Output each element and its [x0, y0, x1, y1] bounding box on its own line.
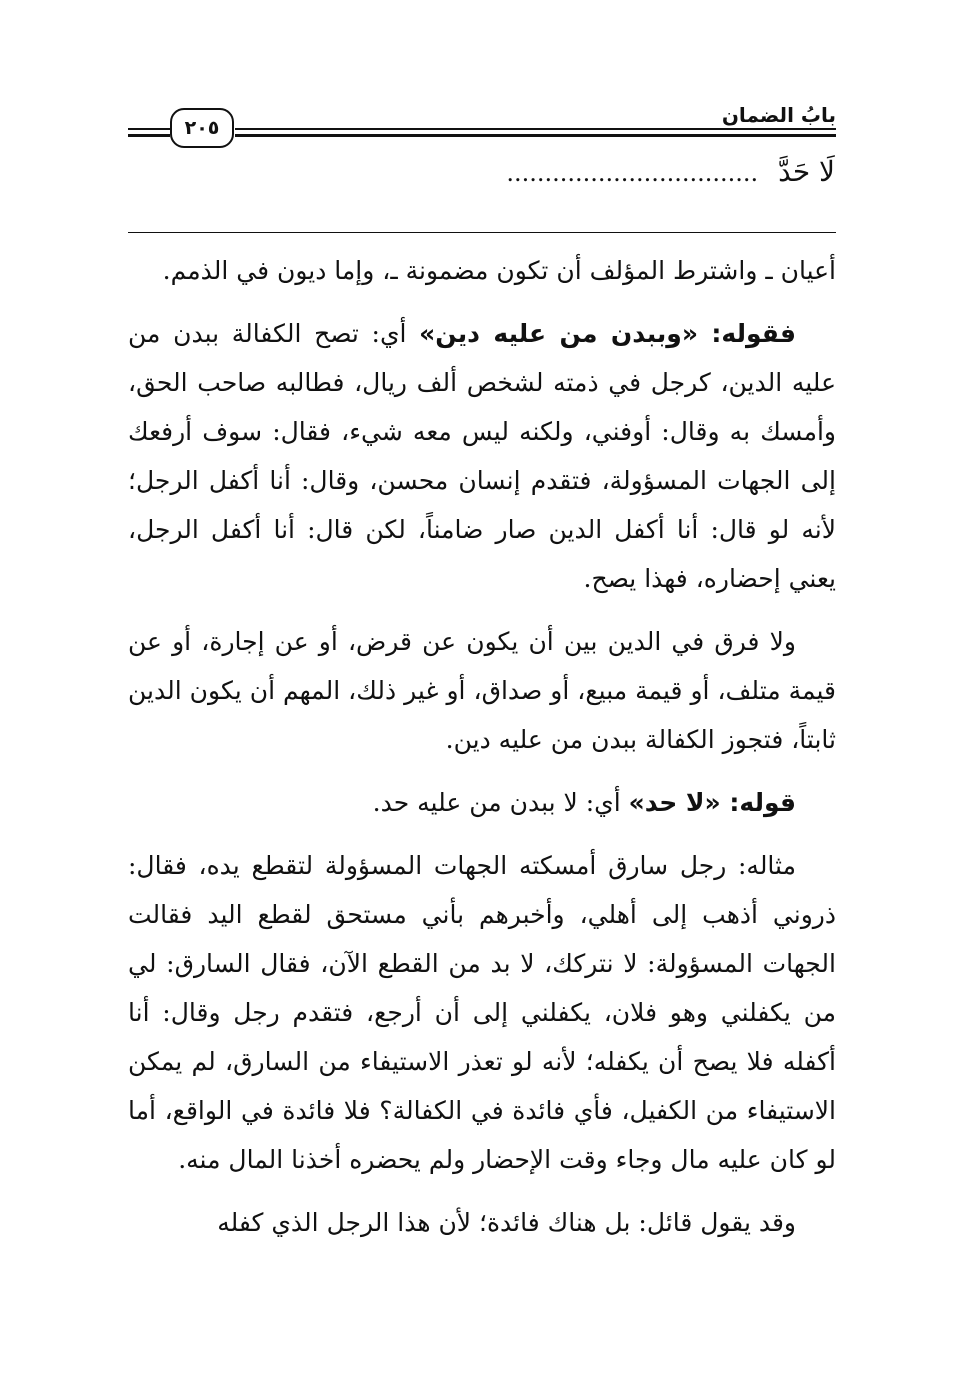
page-header — [128, 95, 836, 155]
paragraph-lead: فقوله: «وببدن من عليه دين» — [419, 319, 796, 348]
paragraph-text: أي: تصح الكفالة ببدن من عليه الدين، كرجل في ذمته لشخص ألف ريال، فطالبه صاحب الحق، وأمسك به وقال: أوفني، ولكنه ليس معه شيء، فقال: سوف أرفعك إلى الجهات المسؤولة، فتقدم إنسان محسن، وقال: أنا أكفل الرجل؛ لأنه لو قال: أنا أكفل الدين صار ضامناً، لكن قال: أنا أكفل الرجل، يعني إحضاره، فهذا يصح. — [128, 319, 836, 593]
header-rule — [235, 128, 836, 137]
page-number — [170, 108, 234, 148]
paragraph-5 — [128, 841, 836, 1184]
matn-dots: ................................. — [506, 159, 759, 187]
paragraph-text: أعيان ـ واشترط المؤلف أن تكون مضمونة ـ، وإما ديون في الذمم. — [162, 256, 836, 285]
matn-divider — [128, 232, 836, 233]
paragraph-text: ولا فرق في الدين بين أن يكون عن قرض، أو عن إجارة، أو عن قيمة متلف، أو قيمة مبيع، أو صداق، أو غير ذلك، المهم أن يكون الدين ثابتاً، فتجوز الكفالة ببدن من عليه دين. — [128, 627, 836, 754]
paragraph-2 — [128, 309, 836, 603]
matn-line — [125, 155, 835, 205]
paragraph-1 — [128, 246, 836, 295]
commentary-body — [128, 246, 836, 1261]
chapter-title: بابُ الضمان — [721, 103, 836, 127]
paragraph-4 — [128, 778, 836, 827]
paragraph-lead: قوله: «لا حد» — [628, 788, 796, 817]
paragraph-text: وقد يقول قائل: بل هناك فائدة؛ لأن هذا الرجل الذي كفله — [217, 1208, 796, 1237]
paragraph-text: أي: لا ببدن من عليه حد. — [372, 788, 629, 817]
header-rule-short — [128, 128, 170, 137]
paragraph-6 — [128, 1198, 836, 1247]
paragraph-3 — [128, 617, 836, 764]
matn-text: لَا حَدَّ — [778, 155, 835, 188]
page-number-text: ٢٠٥ — [184, 117, 220, 139]
paragraph-text: مثاله: رجل سارق أمسكته الجهات المسؤولة لتقطع يده، فقال: ذروني أذهب إلى أهلي، وأخبرهم بأني مستحق لقطع اليد فقالت الجهات المسؤولة: لا نتركك، لا بد من القطع الآن، فقال السارق: لي من يكفلني وهو فلان، يكفلني إلى أن أرجع، فتقدم رجل وقال: أنا أكفله فلا يصح أن يكفله؛ لأنه لو تعذر الاستيفاء من السارق، لم يمكن الاستيفاء من الكفيل، فأي فائدة في الكفالة؟ فلا فائدة في الواقع، أما لو كان عليه مال وجاء وقت الإحضار ولم يحضره أخذنا المال منه. — [128, 851, 836, 1174]
